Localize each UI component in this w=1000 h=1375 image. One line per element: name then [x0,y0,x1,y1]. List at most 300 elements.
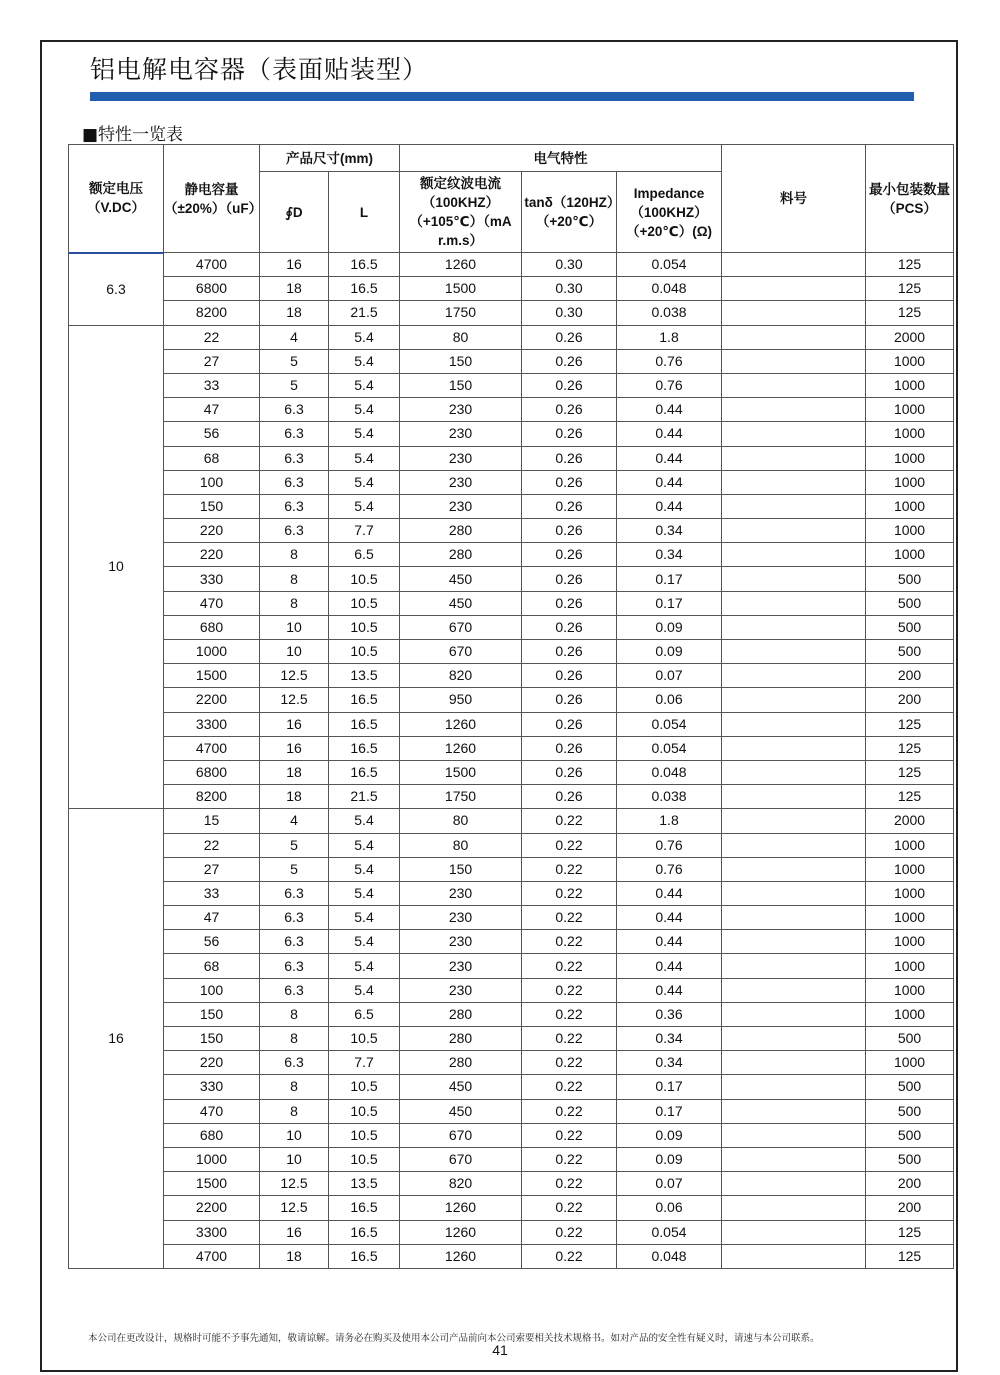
capacitance-cell: 470 [164,1099,260,1123]
impedance-cell: 0.054 [617,1220,722,1244]
min-pack-cell: 1000 [866,494,954,518]
length-cell: 13.5 [329,664,400,688]
tan-cell: 0.26 [522,712,617,736]
phi-d-cell: 10 [260,1147,329,1171]
min-pack-cell: 200 [866,664,954,688]
length-cell: 5.4 [329,809,400,833]
capacitance-cell: 22 [164,325,260,349]
part-no-cell [722,1123,866,1147]
impedance-cell: 0.054 [617,736,722,760]
ripple-cell: 1260 [400,1196,522,1220]
length-cell: 10.5 [329,591,400,615]
ripple-cell: 280 [400,543,522,567]
phi-d-cell: 4 [260,809,329,833]
impedance-cell: 0.048 [617,760,722,784]
tan-cell: 0.22 [522,833,617,857]
ripple-cell: 230 [400,978,522,1002]
capacitance-cell: 15 [164,809,260,833]
impedance-cell: 0.038 [617,785,722,809]
table-row [69,833,954,857]
tan-cell: 0.26 [522,519,617,543]
table-row [69,1196,954,1220]
capacitance-cell: 8200 [164,785,260,809]
part-no-cell [722,1099,866,1123]
impedance-cell: 0.06 [617,1196,722,1220]
capacitance-cell: 4700 [164,253,260,277]
page-number: 41 [492,1342,508,1358]
phi-d-cell: 6.3 [260,954,329,978]
length-cell: 10.5 [329,1099,400,1123]
ripple-cell: 670 [400,640,522,664]
table-row [69,1051,954,1075]
header-impedance: Impedance（100KHZ）（+20℃）(Ω) [617,172,722,253]
tan-cell: 0.22 [522,1244,617,1268]
phi-d-cell: 10 [260,640,329,664]
min-pack-cell: 200 [866,1196,954,1220]
phi-d-cell: 10 [260,615,329,639]
length-cell: 5.4 [329,349,400,373]
tan-cell: 0.22 [522,809,617,833]
min-pack-cell: 500 [866,1027,954,1051]
impedance-cell: 0.07 [617,1172,722,1196]
ripple-cell: 450 [400,1075,522,1099]
phi-d-cell: 12.5 [260,688,329,712]
part-no-cell [722,1196,866,1220]
phi-d-cell: 6.3 [260,1051,329,1075]
length-cell: 7.7 [329,519,400,543]
min-pack-cell: 125 [866,301,954,325]
min-pack-cell: 500 [866,1147,954,1171]
phi-d-cell: 6.3 [260,398,329,422]
ripple-cell: 80 [400,809,522,833]
table-row [69,494,954,518]
length-cell: 10.5 [329,640,400,664]
min-pack-cell: 1000 [866,857,954,881]
min-pack-cell: 500 [866,640,954,664]
part-no-cell [722,736,866,760]
part-no-cell [722,349,866,373]
min-pack-cell: 125 [866,1244,954,1268]
impedance-cell: 0.36 [617,1002,722,1026]
table-row [69,1002,954,1026]
length-cell: 5.4 [329,494,400,518]
capacitance-cell: 220 [164,543,260,567]
length-cell: 16.5 [329,1196,400,1220]
min-pack-cell: 1000 [866,398,954,422]
tan-cell: 0.22 [522,1196,617,1220]
table-row [69,277,954,301]
min-pack-cell: 1000 [866,954,954,978]
ripple-cell: 1500 [400,760,522,784]
table-row [69,881,954,905]
phi-d-cell: 12.5 [260,664,329,688]
tan-cell: 0.26 [522,688,617,712]
section-heading: ■特性一览表 [82,125,184,145]
capacitance-cell: 1000 [164,640,260,664]
length-cell: 10.5 [329,567,400,591]
ripple-cell: 450 [400,1099,522,1123]
capacitance-cell: 330 [164,567,260,591]
phi-d-cell: 8 [260,1099,329,1123]
phi-d-cell: 5 [260,833,329,857]
min-pack-cell: 1000 [866,833,954,857]
ripple-cell: 230 [400,906,522,930]
impedance-cell: 0.048 [617,1244,722,1268]
part-no-cell [722,325,866,349]
ripple-cell: 230 [400,494,522,518]
ripple-cell: 1260 [400,253,522,277]
impedance-cell: 0.048 [617,277,722,301]
table-row [69,470,954,494]
spec-table [68,144,954,1269]
part-no-cell [722,1027,866,1051]
ripple-cell: 280 [400,1027,522,1051]
length-cell: 16.5 [329,277,400,301]
length-cell: 5.4 [329,833,400,857]
table-row [69,398,954,422]
capacitance-cell: 1000 [164,1147,260,1171]
tan-cell: 0.22 [522,930,617,954]
capacitance-cell: 68 [164,446,260,470]
part-no-cell [722,373,866,397]
ripple-cell: 230 [400,954,522,978]
part-no-cell [722,543,866,567]
table-row [69,519,954,543]
impedance-cell: 0.76 [617,833,722,857]
min-pack-cell: 200 [866,688,954,712]
impedance-cell: 0.44 [617,470,722,494]
impedance-cell: 0.44 [617,446,722,470]
impedance-cell: 0.44 [617,978,722,1002]
ripple-cell: 80 [400,325,522,349]
ripple-cell: 230 [400,422,522,446]
ripple-cell: 670 [400,1147,522,1171]
length-cell: 16.5 [329,760,400,784]
min-pack-cell: 125 [866,1220,954,1244]
length-cell: 16.5 [329,253,400,277]
tan-cell: 0.22 [522,1051,617,1075]
tan-cell: 0.22 [522,881,617,905]
part-no-cell [722,978,866,1002]
tan-cell: 0.26 [522,736,617,760]
ripple-cell: 1500 [400,277,522,301]
capacitance-cell: 47 [164,906,260,930]
tan-cell: 0.22 [522,954,617,978]
part-no-cell [722,301,866,325]
part-no-cell [722,833,866,857]
tan-cell: 0.26 [522,615,617,639]
length-cell: 10.5 [329,615,400,639]
voltage-cell: 6.3 [69,253,164,326]
impedance-cell: 0.44 [617,422,722,446]
tan-cell: 0.22 [522,1147,617,1171]
ripple-cell: 230 [400,470,522,494]
part-no-cell [722,1051,866,1075]
table-row [69,930,954,954]
min-pack-cell: 500 [866,615,954,639]
phi-d-cell: 8 [260,591,329,615]
min-pack-cell: 1000 [866,906,954,930]
table-row [69,446,954,470]
phi-d-cell: 6.3 [260,470,329,494]
part-no-cell [722,760,866,784]
length-cell: 6.5 [329,1002,400,1026]
impedance-cell: 0.09 [617,640,722,664]
table-row [69,1123,954,1147]
table-row [69,1147,954,1171]
phi-d-cell: 18 [260,301,329,325]
header-rated-voltage: 额定电压（V.DC） [69,145,164,253]
phi-d-cell: 6.3 [260,494,329,518]
capacitance-cell: 150 [164,494,260,518]
length-cell: 16.5 [329,1244,400,1268]
capacitance-cell: 330 [164,1075,260,1099]
tan-cell: 0.26 [522,785,617,809]
ripple-cell: 230 [400,398,522,422]
spec-table-body [69,253,954,1269]
table-row [69,1172,954,1196]
ripple-cell: 950 [400,688,522,712]
impedance-cell: 0.44 [617,398,722,422]
capacitance-cell: 150 [164,1002,260,1026]
impedance-cell: 0.17 [617,1099,722,1123]
length-cell: 10.5 [329,1075,400,1099]
phi-d-cell: 8 [260,1075,329,1099]
tan-cell: 0.22 [522,1027,617,1051]
tan-cell: 0.26 [522,567,617,591]
tan-cell: 0.26 [522,373,617,397]
footer-note: 本公司在更改设计，规格时可能不予事先通知，敬请谅解。请务必在购买及使用本公司产品前向本公司索要相关技术规格书。如对产品的安全性有疑义时，请速与本公司联系。 [88,1333,820,1344]
length-cell: 5.4 [329,978,400,1002]
table-row [69,1220,954,1244]
table-row [69,615,954,639]
tan-cell: 0.26 [522,591,617,615]
min-pack-cell: 2000 [866,809,954,833]
tan-cell: 0.22 [522,1002,617,1026]
page-title: 铝电解电容器（表面贴装型） [90,55,429,84]
part-no-cell [722,567,866,591]
table-row [69,591,954,615]
table-row [69,1244,954,1268]
phi-d-cell: 6.3 [260,422,329,446]
phi-d-cell: 6.3 [260,978,329,1002]
impedance-cell: 0.09 [617,1123,722,1147]
tan-cell: 0.26 [522,422,617,446]
table-row [69,1027,954,1051]
capacitance-cell: 470 [164,591,260,615]
phi-d-cell: 5 [260,857,329,881]
phi-d-cell: 18 [260,760,329,784]
table-row [69,712,954,736]
phi-d-cell: 18 [260,785,329,809]
tan-cell: 0.30 [522,253,617,277]
capacitance-cell: 6800 [164,760,260,784]
min-pack-cell: 1000 [866,349,954,373]
part-no-cell [722,664,866,688]
part-no-cell [722,519,866,543]
phi-d-cell: 10 [260,1123,329,1147]
ripple-cell: 230 [400,881,522,905]
capacitance-cell: 220 [164,519,260,543]
length-cell: 5.4 [329,470,400,494]
header-phi-d: ∮D [260,172,329,253]
capacitance-cell: 27 [164,857,260,881]
part-no-cell [722,422,866,446]
tan-cell: 0.22 [522,857,617,881]
ripple-cell: 230 [400,446,522,470]
tan-cell: 0.22 [522,1123,617,1147]
impedance-cell: 0.76 [617,349,722,373]
ripple-cell: 450 [400,591,522,615]
tan-cell: 0.26 [522,325,617,349]
capacitance-cell: 33 [164,881,260,905]
phi-d-cell: 8 [260,543,329,567]
table-row [69,664,954,688]
part-no-cell [722,712,866,736]
ripple-cell: 1260 [400,1220,522,1244]
part-no-cell [722,591,866,615]
tan-cell: 0.26 [522,446,617,470]
phi-d-cell: 5 [260,349,329,373]
min-pack-cell: 500 [866,1123,954,1147]
ripple-cell: 1260 [400,1244,522,1268]
part-no-cell [722,1002,866,1026]
ripple-cell: 1260 [400,736,522,760]
ripple-cell: 280 [400,519,522,543]
table-row [69,543,954,567]
length-cell: 7.7 [329,1051,400,1075]
tan-cell: 0.22 [522,1075,617,1099]
part-no-cell [722,1147,866,1171]
phi-d-cell: 6.3 [260,930,329,954]
capacitance-cell: 27 [164,349,260,373]
length-cell: 5.4 [329,325,400,349]
ripple-cell: 150 [400,373,522,397]
capacitance-cell: 8200 [164,301,260,325]
min-pack-cell: 1000 [866,1002,954,1026]
part-no-cell [722,930,866,954]
impedance-cell: 0.09 [617,615,722,639]
table-row [69,736,954,760]
min-pack-cell: 1000 [866,446,954,470]
min-pack-cell: 1000 [866,422,954,446]
length-cell: 5.4 [329,857,400,881]
header-electrical-group: 电气特性 [400,145,722,172]
ripple-cell: 1750 [400,301,522,325]
impedance-cell: 0.038 [617,301,722,325]
ripple-cell: 670 [400,615,522,639]
capacitance-cell: 1500 [164,1172,260,1196]
tan-cell: 0.22 [522,1172,617,1196]
capacitance-cell: 22 [164,833,260,857]
min-pack-cell: 125 [866,760,954,784]
min-pack-cell: 125 [866,736,954,760]
part-no-cell [722,615,866,639]
min-pack-cell: 500 [866,591,954,615]
capacitance-cell: 2200 [164,688,260,712]
header-min-pack: 最小包装数量（PCS） [866,145,954,253]
ripple-cell: 450 [400,567,522,591]
tan-cell: 0.26 [522,760,617,784]
part-no-cell [722,688,866,712]
impedance-cell: 1.8 [617,325,722,349]
capacitance-cell: 680 [164,1123,260,1147]
capacitance-cell: 1500 [164,664,260,688]
ripple-cell: 820 [400,1172,522,1196]
impedance-cell: 0.06 [617,688,722,712]
ripple-cell: 280 [400,1051,522,1075]
length-cell: 5.4 [329,930,400,954]
tan-cell: 0.26 [522,543,617,567]
table-row [69,1075,954,1099]
phi-d-cell: 8 [260,567,329,591]
table-row [69,785,954,809]
phi-d-cell: 16 [260,712,329,736]
capacitance-cell: 68 [164,954,260,978]
table-row [69,325,954,349]
length-cell: 5.4 [329,954,400,978]
part-no-cell [722,253,866,277]
part-no-cell [722,906,866,930]
phi-d-cell: 5 [260,373,329,397]
impedance-cell: 0.17 [617,1075,722,1099]
length-cell: 10.5 [329,1027,400,1051]
capacitance-cell: 4700 [164,736,260,760]
part-no-cell [722,277,866,301]
phi-d-cell: 8 [260,1027,329,1051]
tan-cell: 0.26 [522,664,617,688]
min-pack-cell: 1000 [866,543,954,567]
min-pack-cell: 500 [866,567,954,591]
tan-cell: 0.26 [522,470,617,494]
table-row [69,253,954,277]
phi-d-cell: 4 [260,325,329,349]
tan-cell: 0.26 [522,494,617,518]
length-cell: 13.5 [329,1172,400,1196]
length-cell: 16.5 [329,712,400,736]
capacitance-cell: 3300 [164,712,260,736]
tan-cell: 0.22 [522,906,617,930]
length-cell: 5.4 [329,398,400,422]
impedance-cell: 0.17 [617,567,722,591]
length-cell: 21.5 [329,301,400,325]
part-no-cell [722,446,866,470]
ripple-cell: 670 [400,1123,522,1147]
capacitance-cell: 47 [164,398,260,422]
impedance-cell: 1.8 [617,809,722,833]
min-pack-cell: 125 [866,785,954,809]
table-row [69,688,954,712]
ripple-cell: 820 [400,664,522,688]
part-no-cell [722,809,866,833]
capacitance-cell: 6800 [164,277,260,301]
min-pack-cell: 1000 [866,373,954,397]
length-cell: 6.5 [329,543,400,567]
table-row [69,301,954,325]
length-cell: 16.5 [329,1220,400,1244]
min-pack-cell: 2000 [866,325,954,349]
phi-d-cell: 12.5 [260,1196,329,1220]
tan-cell: 0.30 [522,277,617,301]
impedance-cell: 0.44 [617,881,722,905]
tan-cell: 0.22 [522,978,617,1002]
table-row [69,422,954,446]
min-pack-cell: 500 [866,1075,954,1099]
impedance-cell: 0.17 [617,591,722,615]
table-row [69,349,954,373]
min-pack-cell: 1000 [866,1051,954,1075]
phi-d-cell: 16 [260,736,329,760]
